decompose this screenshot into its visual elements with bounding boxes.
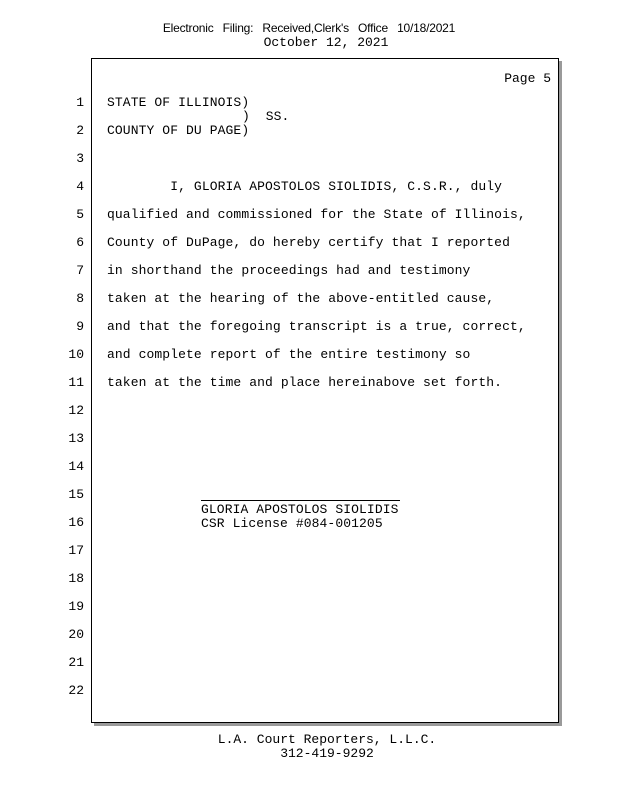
line-number: 4: [76, 179, 84, 194]
body-line: qualified and commissioned for the State of Illinois,: [107, 207, 526, 222]
transcript-date: October 12, 2021: [263, 35, 389, 50]
page-number: Page 5: [504, 71, 551, 86]
body-line: taken at the time and place hereinabove set forth.: [107, 375, 503, 390]
body-line: County of DuPage, do hereby certify that I reported: [107, 235, 510, 250]
line-number: 1: [76, 95, 84, 110]
caption-ss: ) SS.: [242, 109, 290, 124]
line-number: 19: [68, 599, 84, 614]
line-number: 8: [76, 291, 84, 306]
reporter-name: GLORIA APOSTOLOS SIOLIDIS: [201, 502, 399, 517]
caption-county: COUNTY OF DU PAGE): [107, 123, 250, 138]
line-number: 14: [68, 459, 84, 474]
line-number: 5: [76, 207, 84, 222]
line-number: 18: [68, 571, 84, 586]
line-number: 20: [68, 627, 84, 642]
line-number: 2: [76, 123, 84, 138]
body-line: in shorthand the proceedings had and testimony: [107, 263, 471, 278]
line-number: 11: [68, 375, 84, 390]
filing-stamp: Electronic Filing: Received,Clerk's Office 10/18/2021: [162, 21, 456, 35]
caption-state: STATE OF ILLINOIS): [107, 95, 250, 110]
line-number: 12: [68, 403, 84, 418]
body-line: taken at the hearing of the above-entitled cause,: [107, 291, 495, 306]
body-line: I, GLORIA APOSTOLOS SIOLIDIS, C.S.R., duly: [107, 179, 503, 194]
body-line: and that the foregoing transcript is a true, correct,: [107, 319, 526, 334]
line-number: 10: [68, 347, 84, 362]
line-number: 9: [76, 319, 84, 334]
line-number: 17: [68, 543, 84, 558]
footer-phone: 312-419-9292: [280, 746, 374, 761]
line-number: 6: [76, 235, 84, 250]
line-number: 16: [68, 515, 84, 530]
line-number: 13: [68, 431, 84, 446]
line-number: 7: [76, 263, 84, 278]
body-line: and complete report of the entire testimony so: [107, 347, 471, 362]
signature-line: [201, 500, 400, 501]
transcript-page: [91, 58, 559, 723]
line-number: 21: [68, 655, 84, 670]
footer-company: L.A. Court Reporters, L.L.C.: [217, 732, 437, 747]
reporter-license: CSR License #084-001205: [201, 516, 383, 531]
line-number: 3: [76, 151, 84, 166]
line-number: 22: [68, 683, 84, 698]
line-number: 15: [68, 487, 84, 502]
